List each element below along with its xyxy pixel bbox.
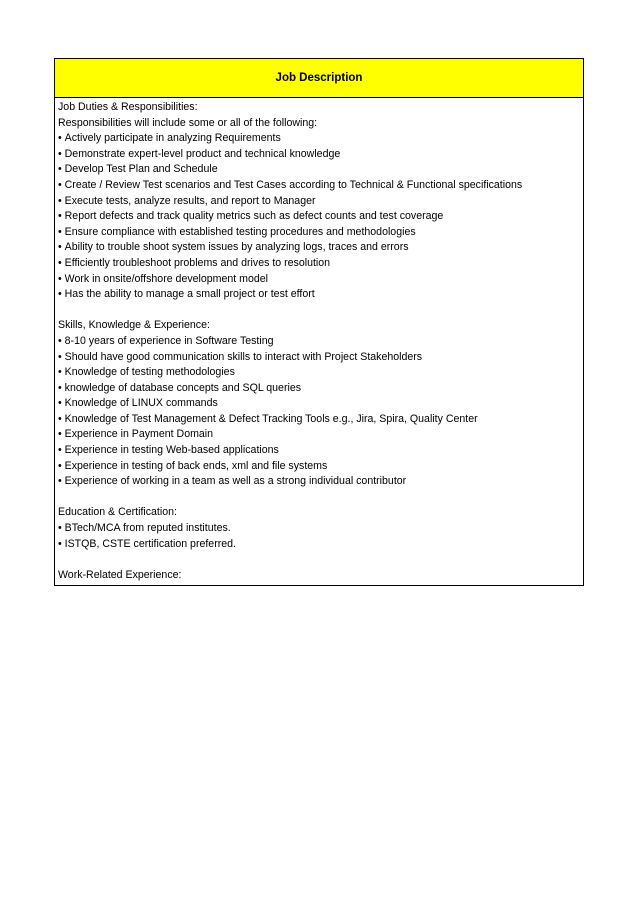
work-heading: Work-Related Experience:: [58, 568, 182, 581]
duties-list-item: • Efficiently troubleshoot problems and drives to resolution: [58, 256, 580, 272]
skills-list-item: • 8-10 years of experience in Software Testing: [58, 334, 580, 350]
section-spacer: [58, 303, 580, 319]
skills-list-item: • Experience in testing Web-based applications: [58, 443, 580, 459]
duties-list-item: • Ensure compliance with established testing procedures and methodologies: [58, 225, 580, 241]
education-list: [58, 521, 580, 552]
duties-list-item: • Execute tests, analyze results, and report to Manager: [58, 194, 580, 210]
duties-list: [58, 131, 580, 303]
skills-list-item: • knowledge of database concepts and SQL queries: [58, 381, 580, 397]
duties-list-item: • Create / Review Test scenarios and Test Cases according to Technical & Functional specifications: [58, 178, 580, 194]
duties-list-item: • Actively participate in analyzing Requirements: [58, 131, 580, 147]
skills-list-item: • Should have good communication skills to interact with Project Stakeholders: [58, 350, 580, 366]
skills-list-item: • Experience of working in a team as well as a strong individual contributor: [58, 474, 580, 490]
table-header: [55, 59, 583, 98]
page-title: Job Description: [275, 72, 363, 84]
skills-list-item: • Experience in testing of back ends, xml and file systems: [58, 459, 580, 475]
skills-list-item: • Experience in Payment Domain: [58, 427, 580, 443]
description-cell: [55, 98, 583, 585]
duties-list-item: • Demonstrate expert-level product and technical knowledge: [58, 147, 580, 163]
duties-intro: Responsibilities will include some or all of the following:: [58, 116, 318, 129]
education-list-item: • BTech/MCA from reputed institutes.: [58, 521, 580, 537]
duties-list-item: • Ability to trouble shoot system issues by analyzing logs, traces and errors: [58, 240, 580, 256]
duties-heading: Job Duties & Responsibilities:: [58, 101, 198, 113]
section-spacer: [58, 490, 580, 506]
education-heading: Education & Certification:: [58, 506, 177, 519]
duties-list-item: • Report defects and track quality metrics such as defect counts and test coverage: [58, 209, 580, 225]
skills-list-item: • Knowledge of Test Management & Defect Tracking Tools e.g., Jira, Spira, Quality Center: [58, 412, 580, 428]
duties-list-item: • Has the ability to manage a small project or test effort: [58, 287, 580, 303]
skills-list-item: • Knowledge of testing methodologies: [58, 365, 580, 381]
skills-list: [58, 334, 580, 490]
duties-list-item: • Work in onsite/offshore development model: [58, 272, 580, 288]
skills-list-item: • Knowledge of LINUX commands: [58, 396, 580, 412]
job-description-table: [54, 58, 584, 586]
skills-heading: Skills, Knowledge & Experience:: [58, 319, 210, 332]
section-spacer: [58, 552, 580, 568]
education-list-item: • ISTQB, CSTE certification preferred.: [58, 537, 580, 553]
duties-list-item: • Develop Test Plan and Schedule: [58, 162, 580, 178]
